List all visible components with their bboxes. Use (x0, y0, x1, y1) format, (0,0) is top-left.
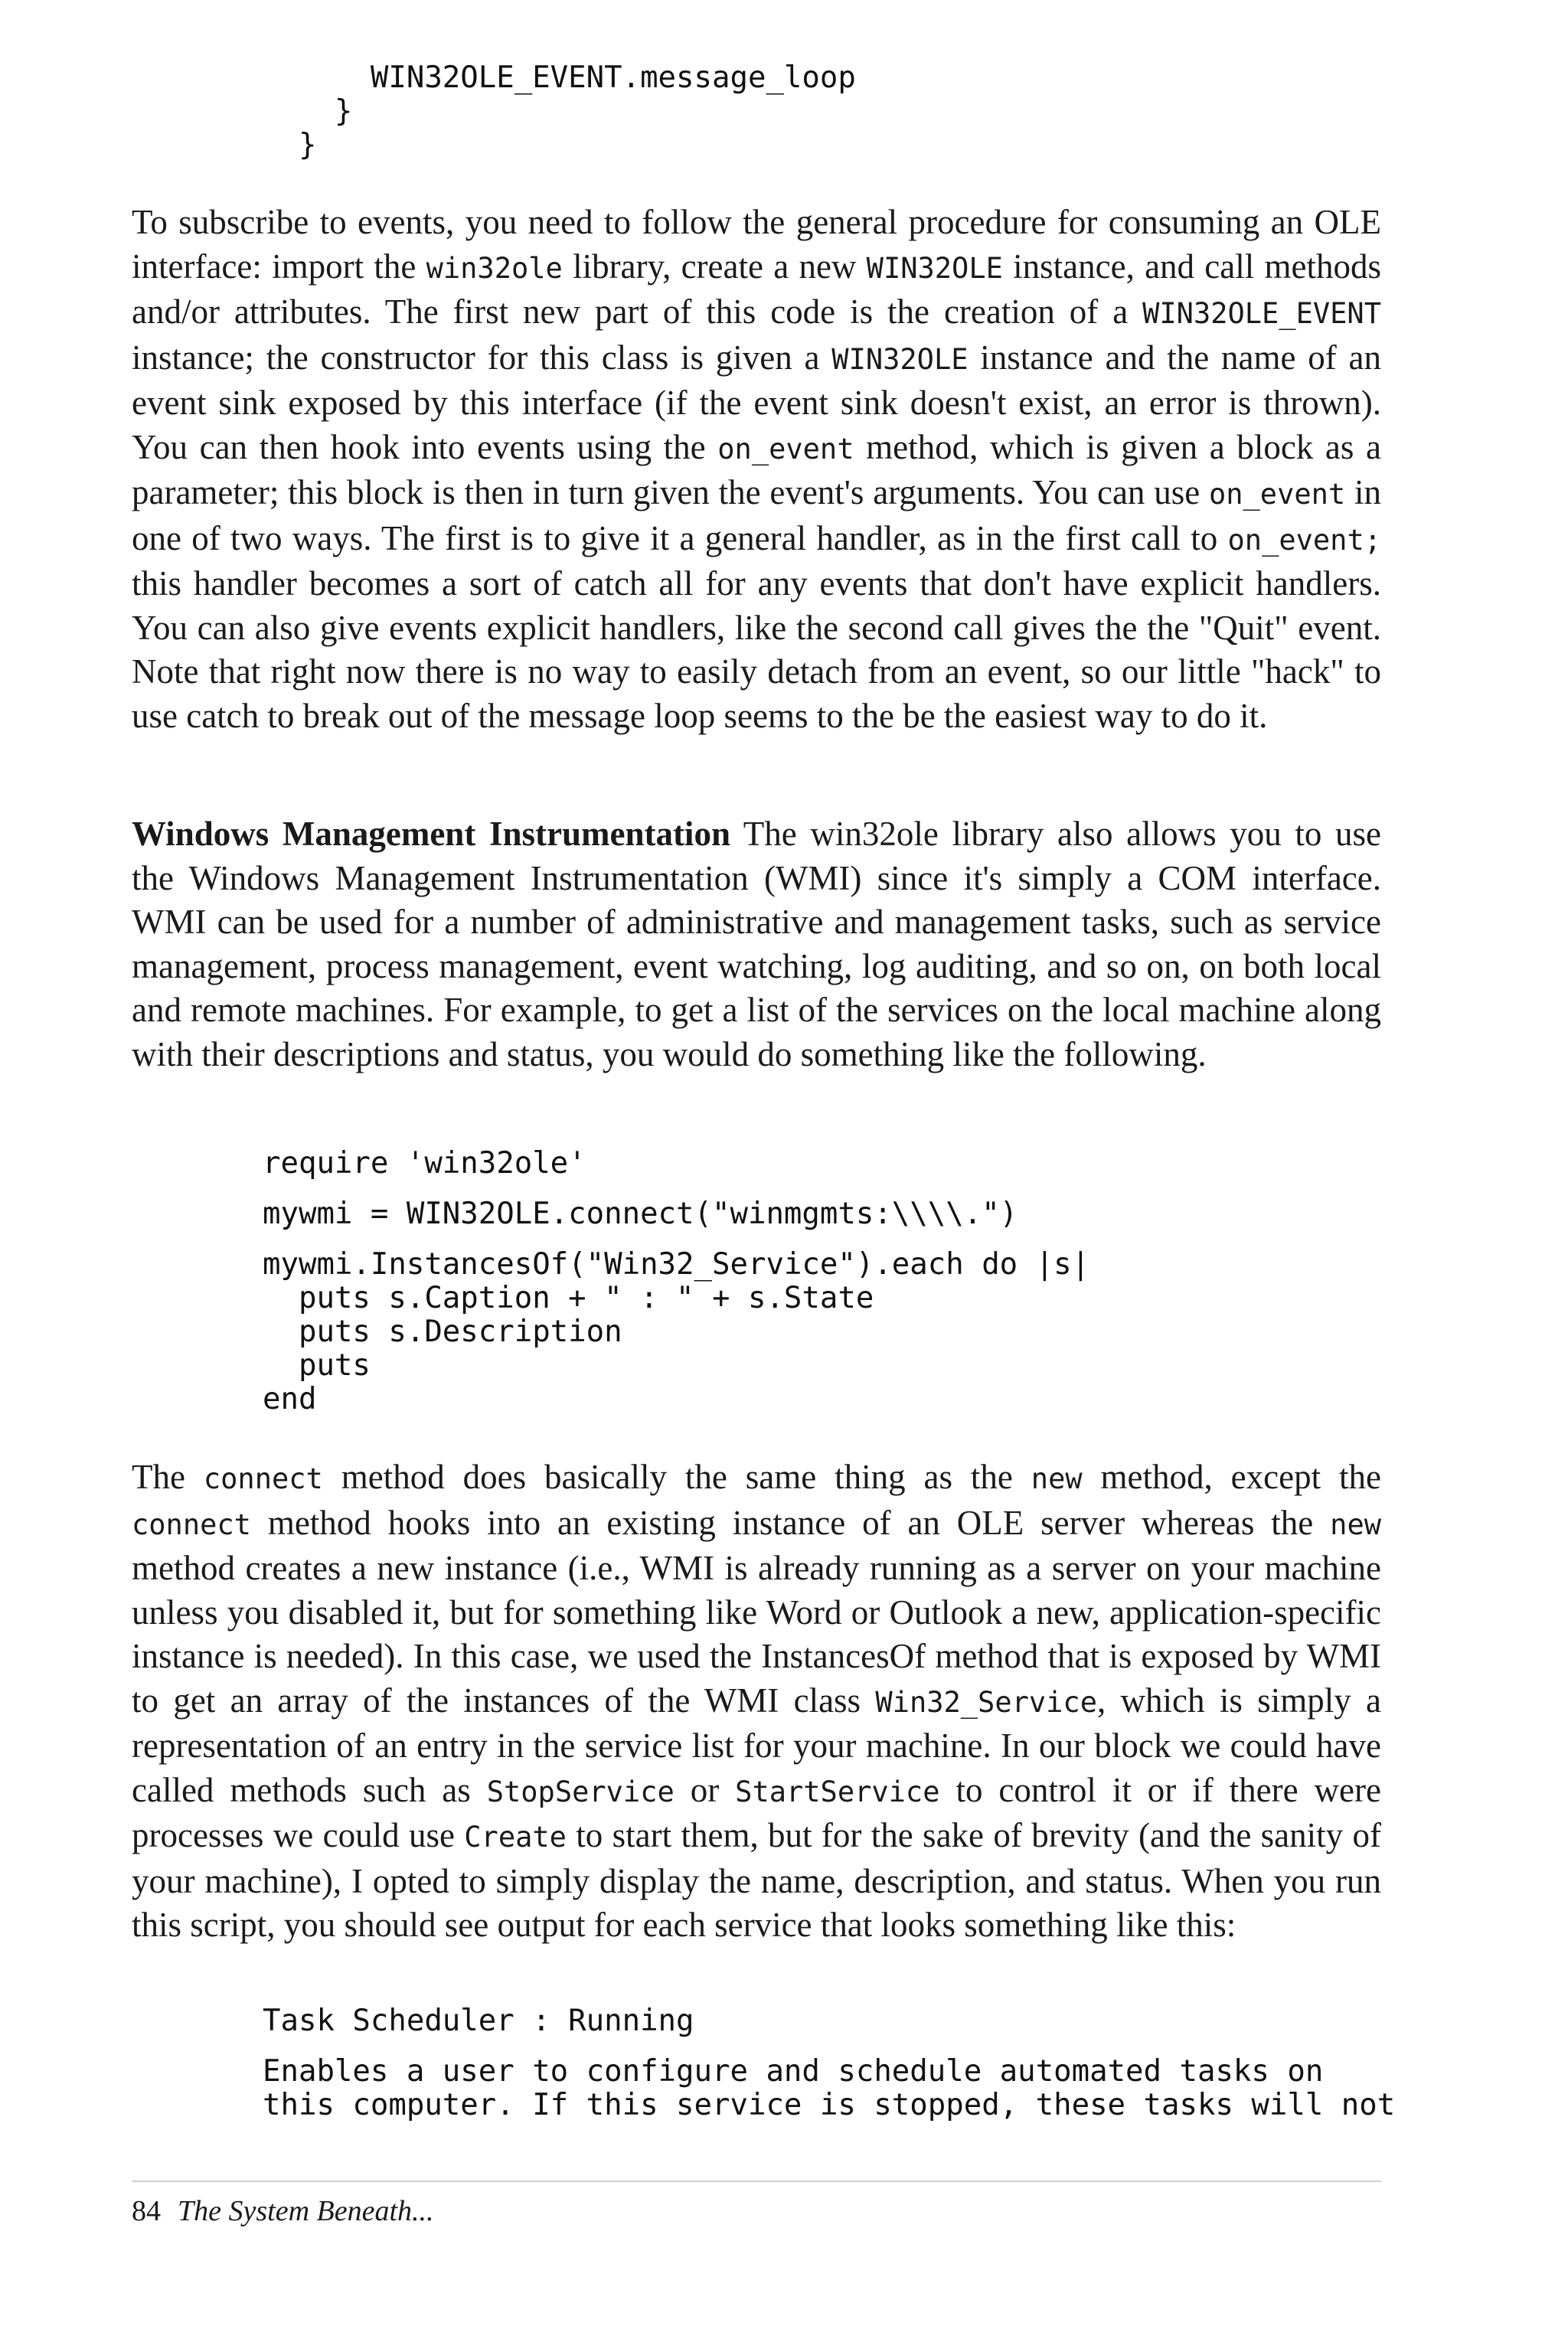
code-line-connect: mywmi = WIN32OLE.connect("winmgmts:\\\\.") (263, 1197, 1018, 1231)
code-line: } (263, 94, 353, 129)
code-line: WIN32OLE_EVENT.message_loop (263, 60, 856, 95)
text-run: in one of two ways. The first is to give it a general handler, as in the first call to (132, 473, 1381, 557)
code-snippet-output (263, 2004, 1395, 2122)
inline-code: new (1330, 1508, 1381, 1541)
inline-code: StopService (486, 1775, 675, 1808)
code-line: this computer. If this service is stopped, these tasks will not (263, 2088, 1396, 2122)
text-run: method does basically the same thing as the (322, 1458, 1031, 1496)
text-run: to start them, but for the sake of brevity (and the sanity of your machine), I opted to simply display the name, description, and status. When you run this script, you should see output for each service that looks something like this: (132, 1816, 1381, 1944)
paragraph-connect-method (132, 1455, 1381, 1948)
text-run: or (674, 1770, 736, 1809)
inline-code: on_event (1208, 478, 1346, 511)
inline-code: WIN32OLE (831, 342, 969, 376)
code-line: puts (263, 1348, 371, 1383)
code-snippet-wmi (263, 1147, 1089, 1416)
text-run: to control it or if there were processes we could use (132, 1770, 1381, 1854)
code-line: } (263, 128, 317, 162)
page-footer (132, 2194, 434, 2228)
inline-code: new (1031, 1462, 1083, 1495)
text-run: method, which is given a block as a parameter; this block is then in turn given the event's arguments. You can use (132, 427, 1381, 511)
inline-code: connect (132, 1508, 251, 1541)
inline-code: on_event; (1227, 523, 1381, 557)
paragraph-event-subscription (132, 201, 1381, 738)
code-line: puts s.Description (263, 1315, 622, 1349)
code-block-instances (263, 1248, 1089, 1416)
paragraph-wmi (132, 812, 1381, 1076)
text-run: The (132, 1458, 204, 1496)
footer-divider (132, 2180, 1381, 2182)
output-line-status: Task Scheduler : Running (263, 2004, 694, 2038)
inline-code: WIN32OLE (866, 251, 1003, 285)
inline-code: StartService (735, 1775, 940, 1808)
text-run: method creates a new instance (i.e., WMI is already running as a server on your machine unless you disabled it, but for something like Word or Outlook a new, application-specific instance is needed). In this case, we used the InstancesOf method that is exposed by WMI to get an array of the instances of the WMI class (132, 1549, 1381, 1720)
inline-code: on_event (717, 432, 854, 466)
inline-code: Create (464, 1821, 567, 1854)
code-line: Enables a user to configure and schedule automated tasks on (263, 2054, 1324, 2089)
code-line: end (263, 1382, 317, 1416)
running-title: The System Beneath... (178, 2195, 434, 2227)
text-run: library, create a new (562, 247, 867, 286)
inline-code: Win32_Service (875, 1685, 1097, 1719)
output-block-description (263, 2055, 1395, 2122)
text-run: instance and the name of an event sink exposed by this interface (if the event sink doesn't exist, an error is thrown). You can then hook into events using the (132, 338, 1381, 466)
text-run: method, except the (1082, 1458, 1381, 1496)
text-run: , which is simply a representation of an entry in the service list for your machine. In our block we could have called methods such as (132, 1681, 1381, 1809)
inline-code: connect (203, 1462, 323, 1495)
page-number: 84 (132, 2195, 161, 2227)
inline-code: WIN32OLE_EVENT (1142, 297, 1381, 330)
code-line: mywmi.InstancesOf("Win32_Service").each do |s| (263, 1247, 1090, 1282)
text-run: instance; the constructor for this class is given a (132, 338, 832, 377)
code-snippet-top (263, 61, 856, 162)
text-run: instance, and call methods and/or attributes. The first new part of this code is the creation of a (132, 247, 1381, 331)
code-line: puts s.Caption + " : " + s.State (263, 1281, 874, 1315)
text-run: The win32ole library also allows you to use the Windows Management Instrumentation (WMI) since it's simply a COM interface. WMI can be used for a number of administrative and management tasks, such as service management, process management, event watching, log auditing, and so on, on both local and remote machines. For example, to get a list of the services on the local machine along with their descriptions and status, you would do something like the following. (132, 815, 1381, 1073)
code-line-require: require 'win32ole' (263, 1146, 586, 1181)
text-run: this handler becomes a sort of catch all for any events that don't have explicit handlers. You can also give events explicit handlers, like the second call gives the the "Quit" event. Note that right now there is no way to easily detach from an event, so our little "hack" to use catch to break out of the message loop seems to the be the easiest way to do it. (132, 564, 1381, 735)
section-run-in-heading: Windows Management Instrumentation (132, 815, 730, 853)
text-run: method hooks into an existing instance of an OLE server whereas the (250, 1503, 1331, 1542)
paragraph-wmi-body (132, 815, 1381, 1073)
text-run: To subscribe to events, you need to follow the general procedure for consuming an OLE interface: import the (132, 203, 1381, 286)
inline-code: win32ole (426, 251, 563, 285)
